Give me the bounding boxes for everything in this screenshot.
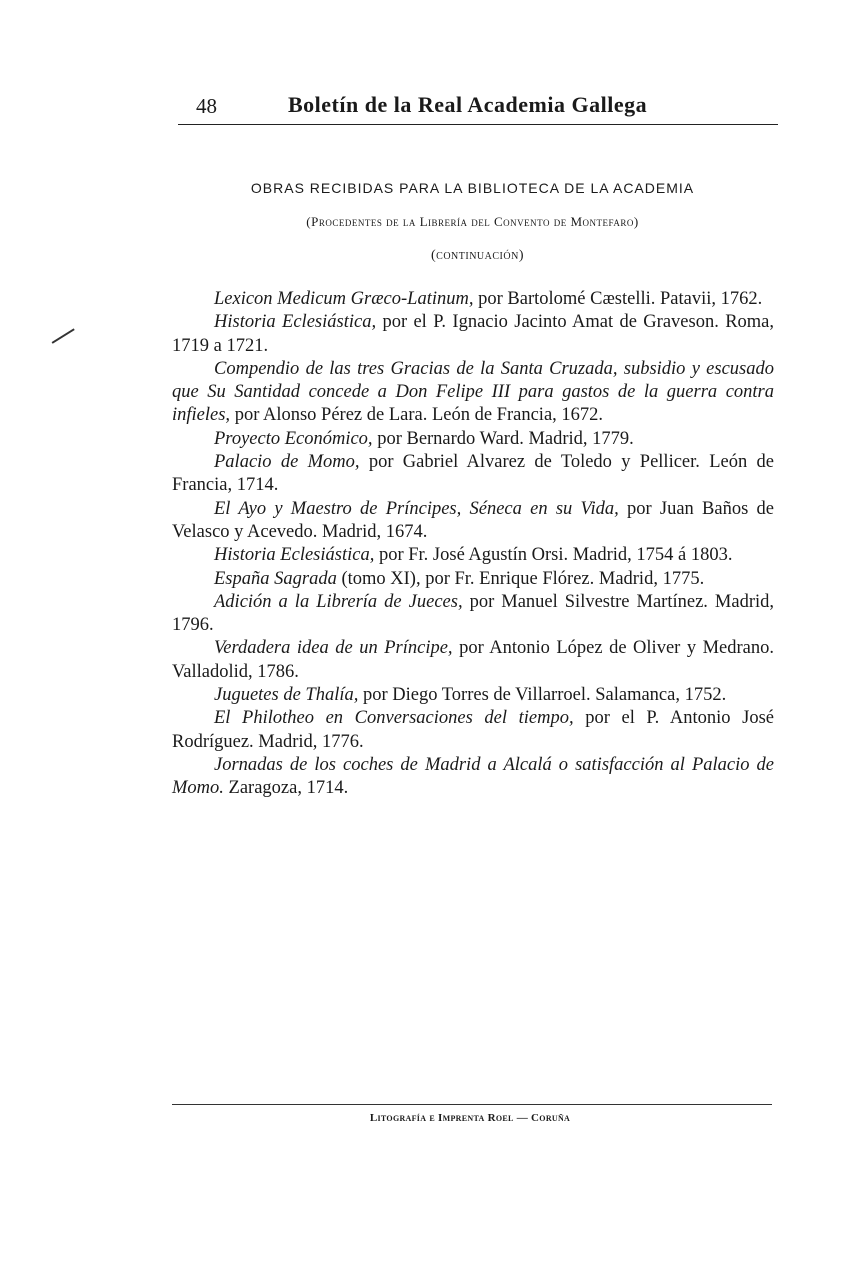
list-item (172, 498, 774, 545)
margin-pencil-mark (52, 328, 75, 343)
entry-title: El Ayo y Maestro de Príncipes, Séneca en su Vida, (214, 498, 619, 519)
list-item (172, 428, 774, 451)
page-number: 48 (196, 94, 217, 118)
entry-details: Zaragoza, 1714. (223, 778, 349, 799)
entry-title: Juguetes de Thalía, (214, 685, 359, 706)
entry-details: por Alonso Pérez de Lara. León de Francia, 1672. (230, 405, 604, 426)
list-item (172, 707, 774, 754)
entry-title: Adición a la Librería de Jueces, (214, 591, 463, 612)
entry-details: por Bartolomé Cæstelli. Patavii, 1762. (473, 289, 763, 309)
entry-details: (tomo XI), por Fr. Enrique Flórez. Madrid, 1775. (336, 568, 705, 589)
entry-details: por Fr. José Agustín Orsi. Madrid, 1754 á 1803. (374, 545, 733, 566)
entry-title: Compendio de las tres Gracias de la Santa Cruzada, subsidio y escusado que Su Santidad concede a Don Felipe III para gastos de la guerra contra infieles, (172, 358, 774, 426)
entry-title: Historia Eclesiástica, (214, 312, 377, 333)
entry-title: El Philotheo en Conversaciones del tiempo, (214, 708, 574, 729)
list-item (172, 754, 774, 801)
printer-imprint: Litografía e Imprenta Roel — Coruña (369, 1112, 571, 1124)
list-item (172, 288, 774, 311)
list-item (172, 358, 774, 428)
entry-details: por Juan Baños de Velasco y Acevedo. Madrid, 1674. (172, 498, 774, 542)
entry-details: por Diego Torres de Villarroel. Salamanca, 1752. (358, 685, 727, 706)
entry-details: por Gabriel Alvarez de Toledo y Pellicer. León de Francia, 1714. (172, 452, 774, 496)
section-title: OBRAS RECIBIDAS PARA LA BIBLIOTECA DE LA ACADEMIA (250, 180, 695, 196)
running-head (178, 92, 778, 125)
entry-details: por el P. Ignacio Jacinto Amat de Graveson. Roma, 1719 a 1721. (172, 312, 775, 356)
list-item (172, 684, 774, 707)
entry-title: Proyecto Económico, (214, 428, 373, 449)
entry-title: Historia Eclesiástica, (214, 545, 375, 566)
entries-list (172, 288, 774, 801)
entry-title: Palacio de Momo, (214, 452, 360, 473)
continuation-note: (continuación) (431, 248, 524, 263)
list-item (172, 568, 774, 591)
list-item (172, 451, 774, 498)
entry-title: Jornadas de los coches de Madrid a Alcalá o satisfacción al Palacio de Momo. (172, 754, 774, 799)
entry-details: por Antonio López de Oliver y Medrano. Valladolid, 1786. (172, 638, 774, 682)
footer-divider (172, 1104, 772, 1105)
journal-title: Boletín de la Real Academia Gallega (288, 92, 648, 117)
list-item (172, 637, 774, 684)
list-item (172, 544, 774, 567)
entry-title: Lexicon Medicum Græco-Latinum, (214, 289, 474, 309)
entry-details: por Bernardo Ward. Madrid, 1779. (372, 428, 634, 449)
entry-details: por el P. Antonio José Rodríguez. Madrid, 1776. (172, 708, 774, 752)
entry-details: por Manuel Silvestre Martínez. Madrid, 1796. (172, 591, 774, 636)
provenance-note: (Procedentes de la Librería del Convento de Montefaro) (306, 214, 639, 229)
list-item (172, 591, 774, 638)
list-item (172, 311, 774, 358)
entry-title: España Sagrada (214, 568, 337, 589)
entry-title: Verdadera idea de un Príncipe, (214, 638, 453, 659)
